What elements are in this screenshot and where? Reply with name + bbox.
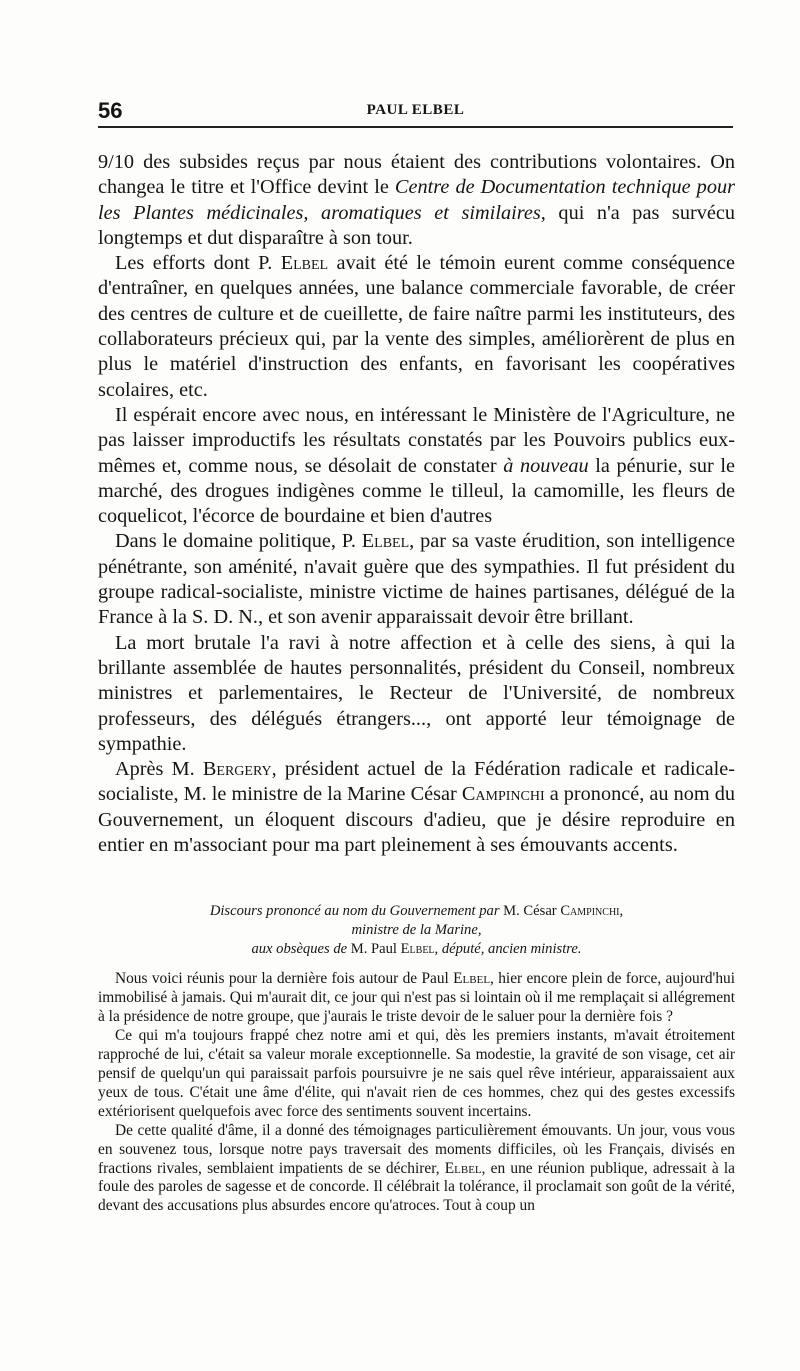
speech-paragraph-2: Ce qui m'a toujours frappé chez notre ami et qui, dès les premiers instants, m'avait étroitement rapproché de lui, c'était sa valeur morale exceptionnelle. Sa modestie, la gravité de son visage, cet air pensif de quelqu'un qui paraissait parfois poursuivre je ne sais quel rêve intérieur, apparaissaient aux yeux de tous. C'était une âme d'élite, qui n'avait rien de ces hommes, chez qui des gestes excessifs extériorisent quelquefois avec force des sentiments souvent incertains. xyxy=(98,1026,735,1120)
paragraph-1: 9/10 des subsides reçus par nous étaient des contributions volontaires. On changea le titre et l'Office devint le Centre de Documentation technique pour les Plantes médicinales, aromatiques et similaires, qui n'a pas survécu longtemps et dut disparaître à son tour. xyxy=(98,151,735,249)
caption-line-2: ministre de la Marine, xyxy=(351,922,482,938)
paragraph-6: Après M. Bergery, président actuel de la Fédération radicale et radicale-socialiste, M. le ministre de la Marine César Campinchi a prononcé, au nom du Gouvernement, un éloquent discours d'adieu, que je désire reproduire en entier en m'associant pour ma part pleinement à ses émouvants accents. xyxy=(98,758,735,857)
caption-line-3: aux obsèques de M. Paul Elbel, député, ancien ministre. xyxy=(251,941,582,957)
caption-line-1: Discours prononcé au nom du Gouvernement par M. César Campinchi, xyxy=(209,903,624,919)
speech-paragraph-3: De cette qualité d'âme, il a donné des témoignages particulièrement émouvants. Un jour, vous vous en souvenez tous, lorsque notre pays traversait des moments difficiles, où les Français, divisés en fractions rivales, semblaient impatients de se déchirer, Elbel, en une réunion publique, adressait à la foule des paroles de sagesse et de concorde. Il célébrait la tolérance, il proclamait son goût de la vérité, devant des accusations plus absurdes encore qu'atroces. Tout à coup un xyxy=(98,1121,735,1215)
main-text xyxy=(98,150,735,858)
paragraph-2: Les efforts dont P. Elbel avait été le témoin eurent comme conséquence d'entraîner, en quelques années, une balance commerciale favorable, de créer des centres de culture et de cueillette, de faire naître parmi les instituteurs, des collaborateurs précieux qui, par la vente des simples, améliorèrent de plus en plus le matériel d'instruction des enfants, en favorisant les coopératives scolaires, etc. xyxy=(98,252,735,401)
paragraph-5: La mort brutale l'a ravi à notre affection et à celle des siens, à qui la brillante assemblée de hautes personnalités, président du Conseil, nombreux ministres et parlementaires, le Recteur de l'Université, de nombreux professeurs, des délégués étrangers..., ont apporté leur témoignage de sympathie. xyxy=(98,631,735,755)
running-head: PAUL ELBEL xyxy=(366,102,465,118)
paragraph-4: Dans le domaine politique, P. Elbel, par sa vaste érudition, son intelligence pénétrante, son aménité, n'avait guère que des sympathies. Il fut président du groupe radical-socialiste, ministre victime de haines partisanes, délégué de la France à la S. D. N., et son avenir apparaissait devoir être brillant. xyxy=(98,530,735,629)
page-header xyxy=(98,98,733,128)
page-number: 56 xyxy=(98,98,123,123)
speech-text xyxy=(98,970,735,1216)
speech-paragraph-1: Nous voici réunis pour la dernière fois autour de Paul Elbel, hier encore plein de force, aujourd'hui immobilisé à jamais. Qui m'aurait dit, ce jour qui n'est pas si lointain où il me remplaçait si allégrement à la présidence de notre groupe, que j'aurais le triste devoir de le saluer pour la dernière fois ? xyxy=(98,970,735,1025)
paragraph-3: Il espérait encore avec nous, en intéressant le Ministère de l'Agriculture, ne pas laisser improductifs les résultats constatés par les Pouvoirs publics eux-mêmes et, comme nous, se désolait de constater à nouveau la pénurie, sur le marché, des drogues indigènes comme le tilleul, la camomille, les fleurs de coquelicot, l'écorce de bourdaine et bien d'autres xyxy=(98,403,735,528)
speech-caption xyxy=(98,902,735,959)
